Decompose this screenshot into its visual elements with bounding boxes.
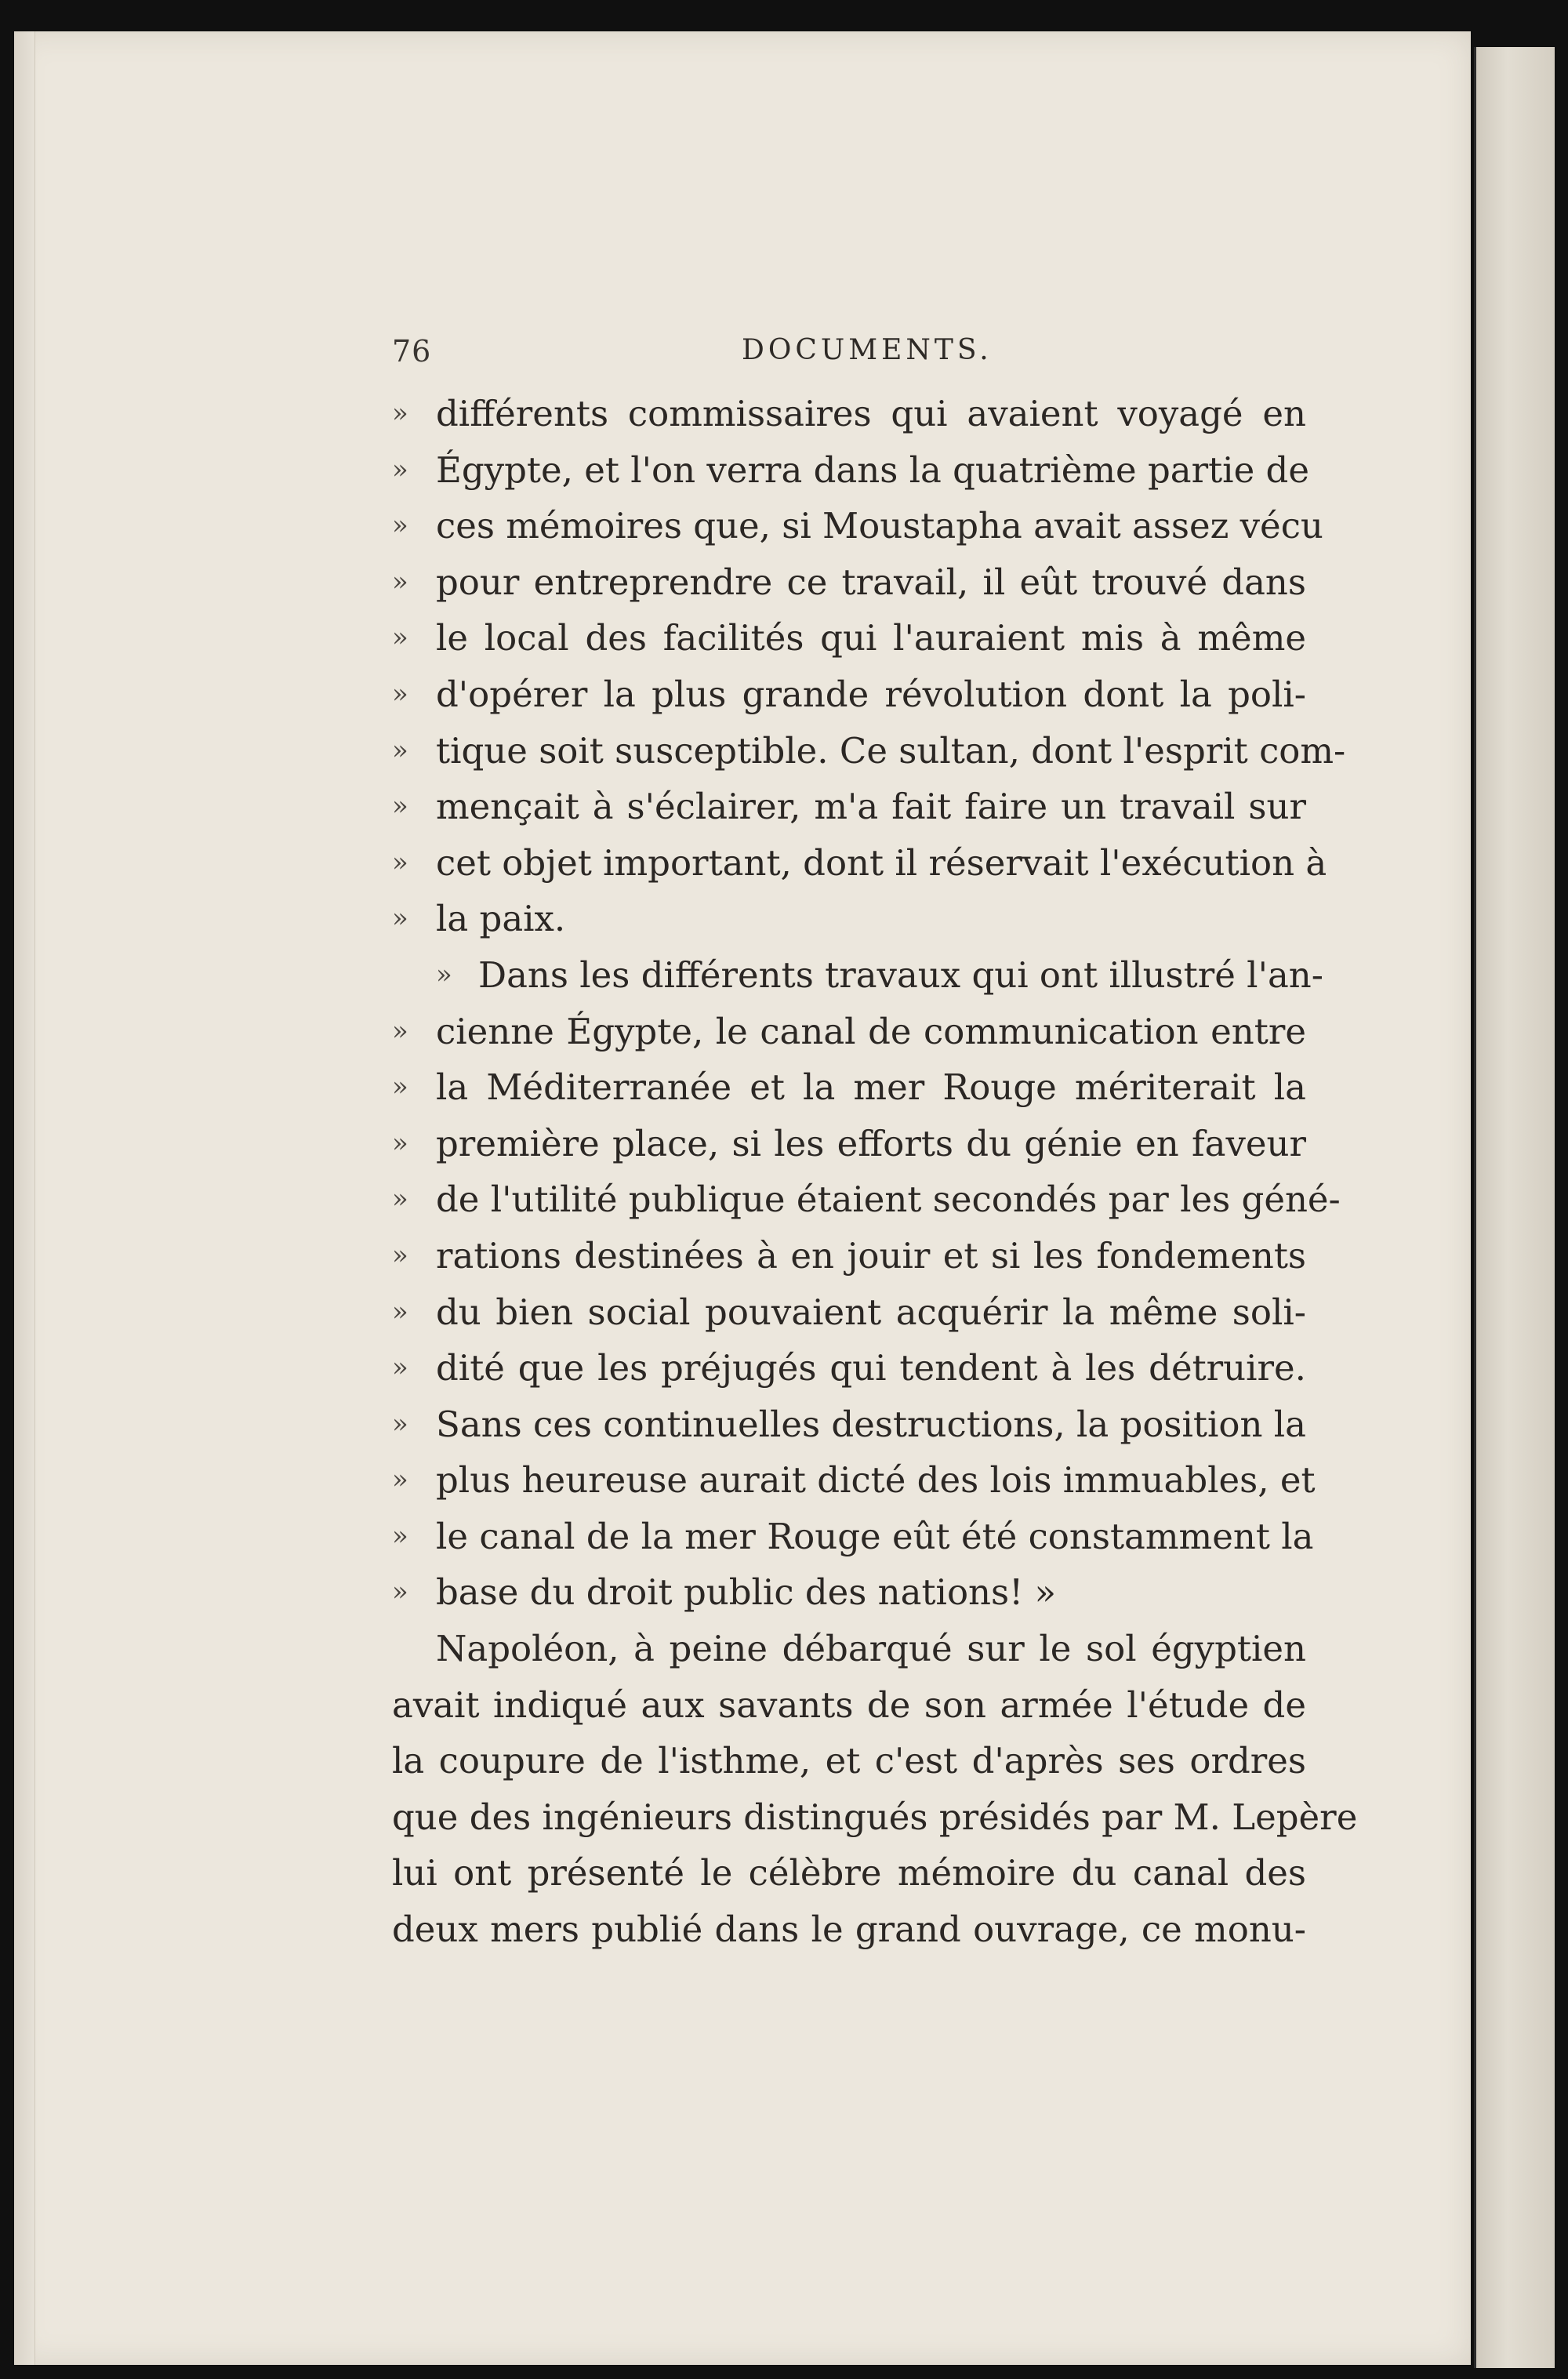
- line-text: cienne Égypte, le canal de communication entre: [436, 1010, 1306, 1052]
- text-line: [392, 1845, 1306, 1901]
- quote-mark: »: [436, 958, 452, 990]
- line-text: base du droit public des nations! »: [436, 1571, 1057, 1614]
- text-line: [392, 891, 1306, 947]
- quote-mark: »: [392, 1407, 408, 1440]
- quote-mark: »: [392, 1071, 408, 1103]
- line-text: rations destinées à en jouir et si les fondements: [436, 1234, 1306, 1277]
- line-text: le local des facilités qui l'auraient mis à même: [436, 617, 1306, 659]
- running-head: [392, 329, 1306, 376]
- quote-mark: »: [392, 1183, 408, 1215]
- line-text: la coupure de l'isthme, et c'est d'après ses ordres: [392, 1740, 1306, 1782]
- quote-mark: »: [392, 1127, 408, 1159]
- line-text: la Méditerranée et la mer Rouge mériterait la: [436, 1066, 1306, 1109]
- line-text: Sans ces continuelles destructions, la position la: [436, 1403, 1306, 1445]
- line-text: mençait à s'éclairer, m'a fait faire un travail sur: [436, 786, 1306, 828]
- quote-mark: »: [392, 1352, 408, 1384]
- text-line: [392, 554, 1306, 611]
- text-line: [392, 1004, 1306, 1060]
- line-text: le canal de la mer Rouge eût été constamment la: [436, 1515, 1314, 1557]
- quote-mark: »: [392, 398, 408, 429]
- text-line: [392, 386, 1306, 442]
- line-text: Égypte, et l'on verra dans la quatrième partie de: [436, 449, 1309, 491]
- quote-mark: »: [392, 565, 408, 597]
- text-line: [392, 610, 1306, 666]
- line-text: deux mers publié dans le grand ouvrage, ce monu-: [392, 1909, 1306, 1951]
- text-line: [392, 779, 1306, 835]
- line-text: cet objet important, dont il réservait l'exécution à: [436, 841, 1327, 884]
- body-text: [392, 386, 1358, 1958]
- text-line: [392, 1340, 1306, 1397]
- quote-mark: »: [392, 790, 408, 823]
- line-text: lui ont présenté le célèbre mémoire du canal des: [392, 1852, 1306, 1894]
- text-line: [392, 1733, 1306, 1789]
- quote-mark: »: [392, 677, 408, 710]
- line-text: dité que les préjugés qui tendent à les détruire.: [436, 1347, 1306, 1389]
- line-text: pour entreprendre ce travail, il eût trouvé dans: [436, 561, 1306, 603]
- quote-mark: »: [392, 453, 408, 485]
- text-line: [392, 835, 1327, 892]
- section-title: DOCUMENTS.: [742, 334, 993, 366]
- quote-mark: »: [392, 1520, 408, 1552]
- quote-mark: »: [392, 1015, 408, 1047]
- text-line: [392, 947, 1323, 1004]
- page-gutter: [14, 31, 35, 2365]
- quote-mark: »: [392, 903, 408, 935]
- page-number: 76: [392, 334, 432, 369]
- line-text: ces mémoires que, si Moustapha avait assez vécu: [436, 505, 1323, 547]
- text-line: [392, 442, 1309, 499]
- facing-page-edge: [1474, 47, 1555, 2368]
- text-line: [392, 1789, 1358, 1846]
- text-line: [392, 1116, 1306, 1172]
- text-line: [392, 1509, 1314, 1565]
- line-text: avait indiqué aux savants de son armée l'étude de: [392, 1683, 1306, 1726]
- text-line: [392, 1677, 1306, 1734]
- text-line: [392, 1284, 1306, 1341]
- text-line: [392, 1228, 1306, 1284]
- text-line: [392, 1059, 1306, 1116]
- line-text: d'opérer la plus grande révolution dont la poli-: [436, 673, 1306, 715]
- text-line: [392, 498, 1323, 554]
- line-text: que des ingénieurs distingués présidés par M. Lepère: [392, 1796, 1358, 1838]
- line-text: la paix.: [436, 898, 566, 940]
- line-text: du bien social pouvaient acquérir la même soli-: [436, 1291, 1306, 1333]
- text-line: [392, 666, 1306, 723]
- line-text: différents commissaires qui avaient voyagé en: [436, 393, 1306, 434]
- quote-mark: »: [392, 1464, 408, 1496]
- text-line: [392, 1901, 1306, 1958]
- quote-mark: »: [392, 846, 408, 878]
- quote-mark: »: [392, 622, 408, 654]
- text-line: [392, 1171, 1341, 1228]
- text-line: [392, 1564, 1306, 1621]
- line-text: Dans les différents travaux qui ont illustré l'an-: [478, 953, 1323, 996]
- line-text: tique soit susceptible. Ce sultan, dont l'esprit com-: [436, 729, 1346, 772]
- text-line: [392, 723, 1346, 779]
- quote-mark: »: [392, 1295, 408, 1328]
- line-text: plus heureuse aurait dicté des lois immuables, et: [436, 1459, 1316, 1502]
- text-line: [392, 1621, 1306, 1677]
- line-text: Napoléon, à peine débarqué sur le sol égyptien: [436, 1628, 1306, 1670]
- text-line: [392, 1397, 1306, 1453]
- quote-mark: »: [392, 1239, 408, 1271]
- quote-mark: »: [392, 510, 408, 542]
- quote-mark: »: [392, 734, 408, 766]
- text-line: [392, 1452, 1316, 1509]
- line-text: de l'utilité publique étaient secondés par les géné-: [436, 1179, 1341, 1221]
- line-text: première place, si les efforts du génie en faveur: [436, 1122, 1306, 1164]
- quote-mark: »: [392, 1576, 408, 1608]
